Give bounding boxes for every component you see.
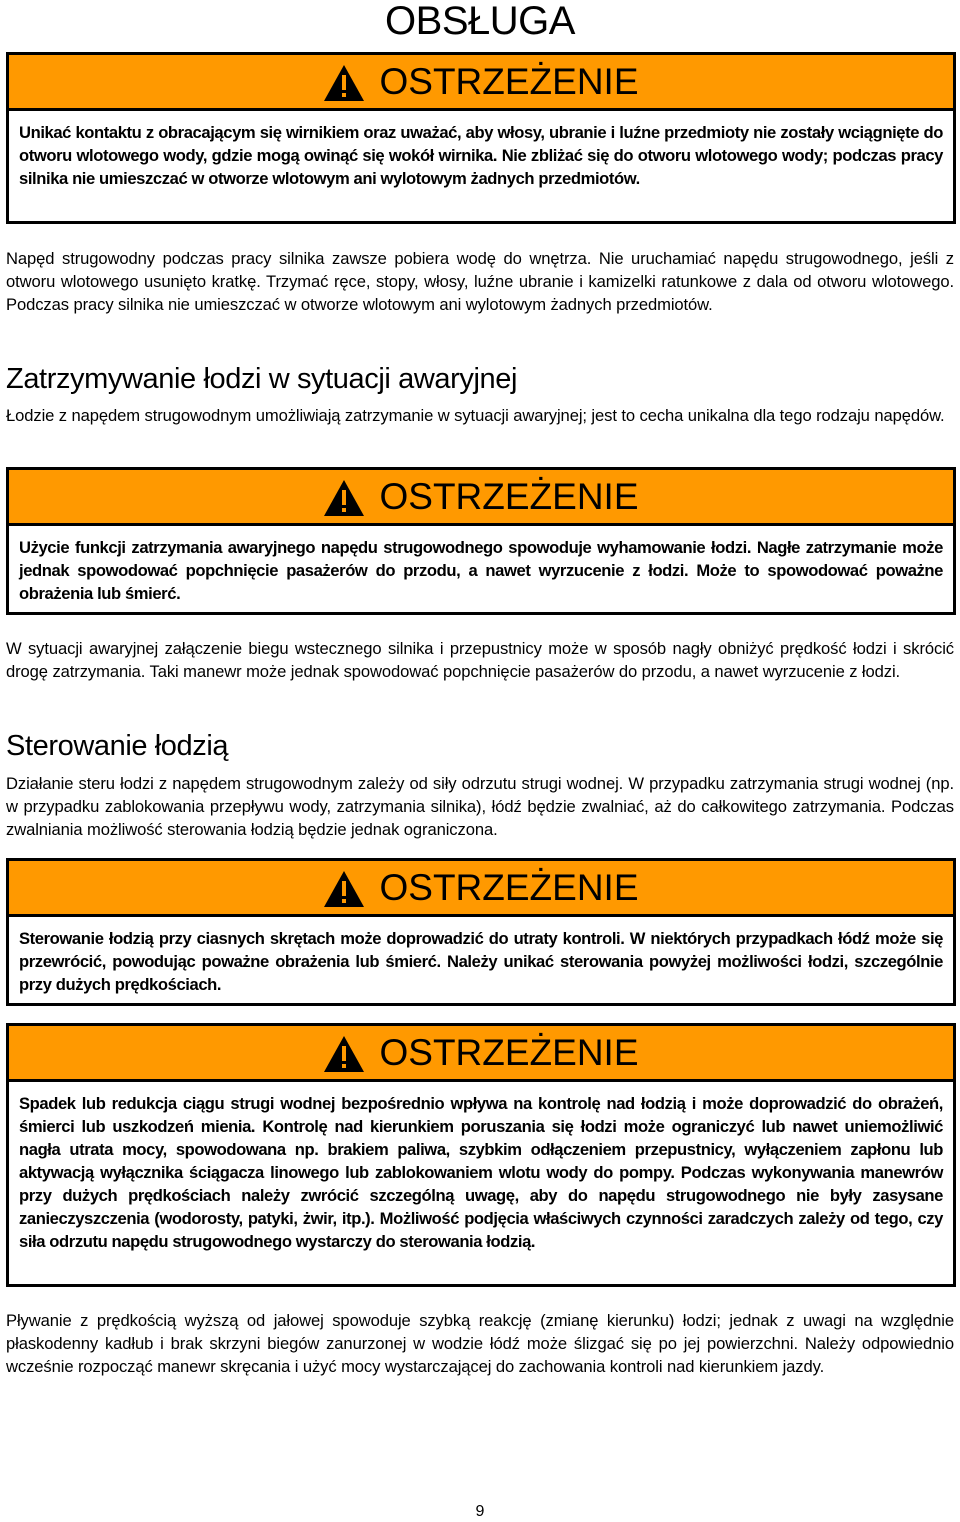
paragraph-planing: Pływanie z prędkością wyższą od jałowej spowoduje szybką reakcję (zmianę kierunku) łodzi; jednak z uwagi na względnie płaskodenny kadłub i brak skrzyni biegów zanurzonej w wodzie łódź może ślizgać się po jej powierzchni. Należy odpowiednio wcześnie rozpocząć manewr skręcania i użyć mocy wystarczającej do zachowania kontroli nad kierunkiem jazdy. (6, 1311, 954, 1376)
page-number: 9 (475, 1503, 485, 1520)
warning-text: Użycie funkcji zatrzymania awaryjnego napędu strugowodnego spowoduje wyhamowanie łodzi. Nagłe zatrzymanie może jednak spowodować popchnięcie pasażerów do przodu, a nawet wyrzucenie z łodzi. Może to spowodować poważne obrażenia lub śmierć. (19, 538, 943, 603)
warning-triangle-icon (323, 870, 365, 908)
warning-text: Sterowanie łodzią przy ciasnych skrętach może doprowadzić do utraty kontroli. W niektórych przypadkach łódź może się przewrócić, powodując poważne obrażenia lub śmierć. Należy unikać sterowania powyżej możliwości łodzi, szczególnie przy dużych prędkościach. (19, 929, 943, 994)
warning-header (9, 55, 953, 111)
page-title: OBSŁUGA (385, 0, 575, 43)
warning-box-tight-turns (6, 858, 956, 1006)
warning-header (9, 470, 953, 526)
paragraph-intake: Napęd strugowodny podczas pracy silnika zawsze pobiera wodę do wnętrza. Nie uruchamiać napędu strugowodnego, jeśli z otworu wlotowego usunięto kratkę. Trzymać ręce, stopy, włosy, luźne ubranie i kamizelki ratunkowe z dala od otworu wlotowego. Podczas pracy silnika nie umieszczać w otworze wlotowym ani wylotowym żadnych przedmiotów. (6, 249, 954, 314)
warning-header (9, 861, 953, 917)
warning-label: OSTRZEŻENIE (379, 1031, 639, 1073)
warning-triangle-icon (323, 479, 365, 517)
warning-header (9, 1026, 953, 1082)
section-heading-emergency-stop: Zatrzymywanie łodzi w sytuacji awaryjnej (6, 363, 517, 395)
warning-text: Spadek lub redukcja ciągu strugi wodnej bezpośrednio wpływa na kontrolę nad łodzią i może doprowadzić do obrażeń, śmierci lub uszkodzeń mienia. Kontrolę nad kierunkiem poruszania się łodzi może ograniczyć lub nawet uniemożliwić nagła utrata mocy, spowodowana np. brakiem paliwa, szybkim odłączeniem przepustnicy, wyłączeniem zapłonu lub aktywacją wyłącznika ściągacza linowego lub zablokowaniem wlotu wody do pompy. Podczas wykonywania manewrów przy dużych prędkościach należy zwrócić szczególną uwagę, aby do napędu strugowodnego nie były zasysane zanieczyszczenia (wodorosty, patyki, żwir, itp.). Możliwość podjęcia właściwych czynności zaradczych zależy od tego, czy siła odrzutu napędu strugowodnego wystarczy do sterowania łodzią. (19, 1094, 943, 1251)
warning-text: Unikać kontaktu z obracającym się wirnikiem oraz uważać, aby włosy, ubranie i luźne przedmioty nie zostały wciągnięte do otworu wlotowego wody, gdzie mogą owinąć się wokół wirnika. Nie zbliżać się do otworu wlotowego wody; podczas pracy silnika nie umieszczać w otworze wlotowym ani wylotowym żadnych przedmiotów. (19, 123, 943, 188)
warning-label: OSTRZEŻENIE (379, 475, 639, 517)
warning-label: OSTRZEŻENIE (379, 60, 639, 102)
section-heading-steering: Sterowanie łodzią (6, 730, 229, 762)
paragraph-emergency-intro: Łodzie z napędem strugowodnym umożliwiają zatrzymanie w sytuacji awaryjnej; jest to cecha unikalna dla tego rodzaju napędów. (6, 406, 945, 425)
warning-box-impeller (6, 52, 956, 224)
warning-label: OSTRZEŻENIE (379, 866, 639, 908)
warning-box-emergency-stop (6, 467, 956, 615)
warning-triangle-icon (323, 64, 365, 102)
paragraph-emergency-detail: W sytuacji awaryjnej załączenie biegu wstecznego silnika i przepustnicy może w sposób nagły obniżyć prędkość łodzi i skrócić drogę zatrzymania. Taki manewr może jednak spowodować popchnięcie pasażerów do przodu, a nawet wyrzucenie z łodzi. (6, 639, 954, 681)
warning-triangle-icon (323, 1035, 365, 1073)
warning-box-thrust-loss (6, 1023, 956, 1287)
paragraph-steering-intro: Działanie steru łodzi z napędem strugowodnym zależy od siły odrzutu strugi wodnej. W przypadku zatrzymania strugi wodnej (np. w przypadku zablokowania przepływu wody, zatrzymania silnika), łódź będzie zwalniać, aż do całkowitego zatrzymania. Podczas zwalniania możliwość sterowania łodzią będzie jednak ograniczona. (6, 774, 954, 839)
